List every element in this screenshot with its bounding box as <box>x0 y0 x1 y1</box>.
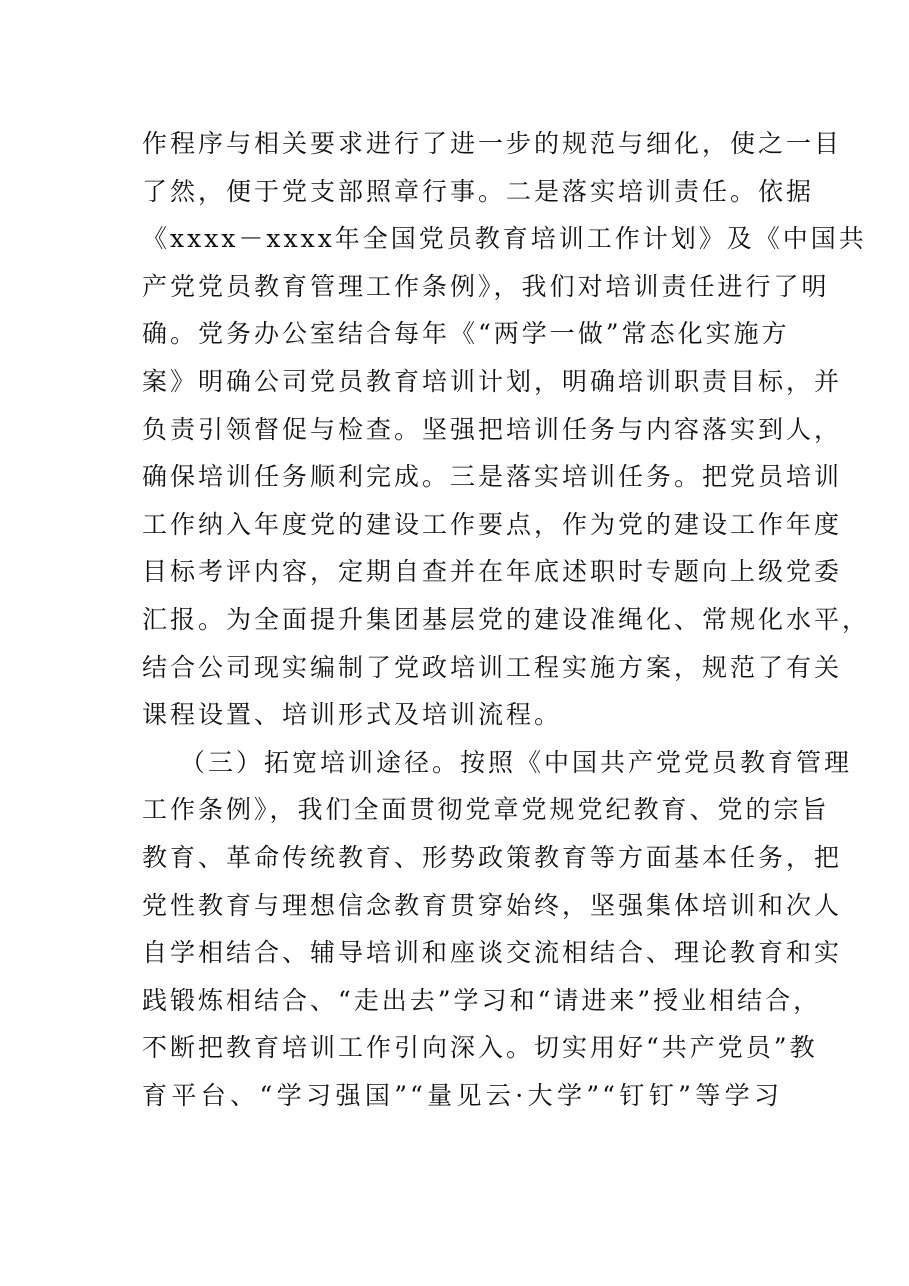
text-line: 工作条例》，我们全面贯彻党章党规党纪教育、党的宗旨 <box>142 795 830 825</box>
text-line: 育平台、“学习强国”“量见云·大学”“钉钉”等学习 <box>142 1080 782 1110</box>
text-line: 结合公司现实编制了党政培训工程实施方案，规范了有关 <box>142 652 843 682</box>
text-line: 自学相结合、辅导培训和座谈交流相结合、理论教育和实 <box>142 938 843 968</box>
text-line: 党性教育与理想信念教育贯穿始终，坚强集体培训和次人 <box>142 890 843 920</box>
section-heading-line: （三）拓宽培训途径。按照《中国共产党党员教育管理 <box>180 747 853 777</box>
text-line: 工作纳入年度党的建设工作要点，作为党的建设工作年度 <box>142 509 843 539</box>
text-line: 负责引领督促与检查。坚强把培训任务与内容落实到人， <box>142 414 843 444</box>
text-line: 汇报。为全面提升集团基层党的建设准绳化、常规化水平， <box>142 604 871 634</box>
text-line: 确保培训任务顺利完成。三是落实培训任务。把党员培训 <box>142 462 843 492</box>
text-line: 《xxxx－xxxx年全国党员教育培训工作计划》及《中国共 <box>142 224 867 254</box>
text-line: 确。党务办公室结合每年《“两学一做”常态化实施方 <box>142 319 790 349</box>
text-line: 了然，便于党支部照章行事。二是落实培训责任。依据 <box>142 176 815 206</box>
text-line: 目标考评内容，定期自查并在年底述职时专题向上级党委 <box>142 557 843 587</box>
body-text <box>142 120 871 1119</box>
text-line: 践锻炼相结合、“走出去”学习和“请进来”授业相结合， <box>142 985 822 1015</box>
text-line: 教育、革命传统教育、形势政策教育等方面基本任务，把 <box>142 842 843 872</box>
text-line: 不断把教育培训工作引向深入。切实用好“共产党员”教 <box>142 1033 818 1063</box>
text-line: 案》明确公司党员教育培训计划，明确培训职责目标，并 <box>142 366 843 396</box>
text-line: 课程设置、培训形式及培训流程。 <box>142 700 563 730</box>
text-line: 作程序与相关要求进行了进一步的规范与细化，使之一目 <box>142 129 843 158</box>
text-line: 产党党员教育管理工作条例》，我们对培训责任进行了明 <box>142 271 830 301</box>
